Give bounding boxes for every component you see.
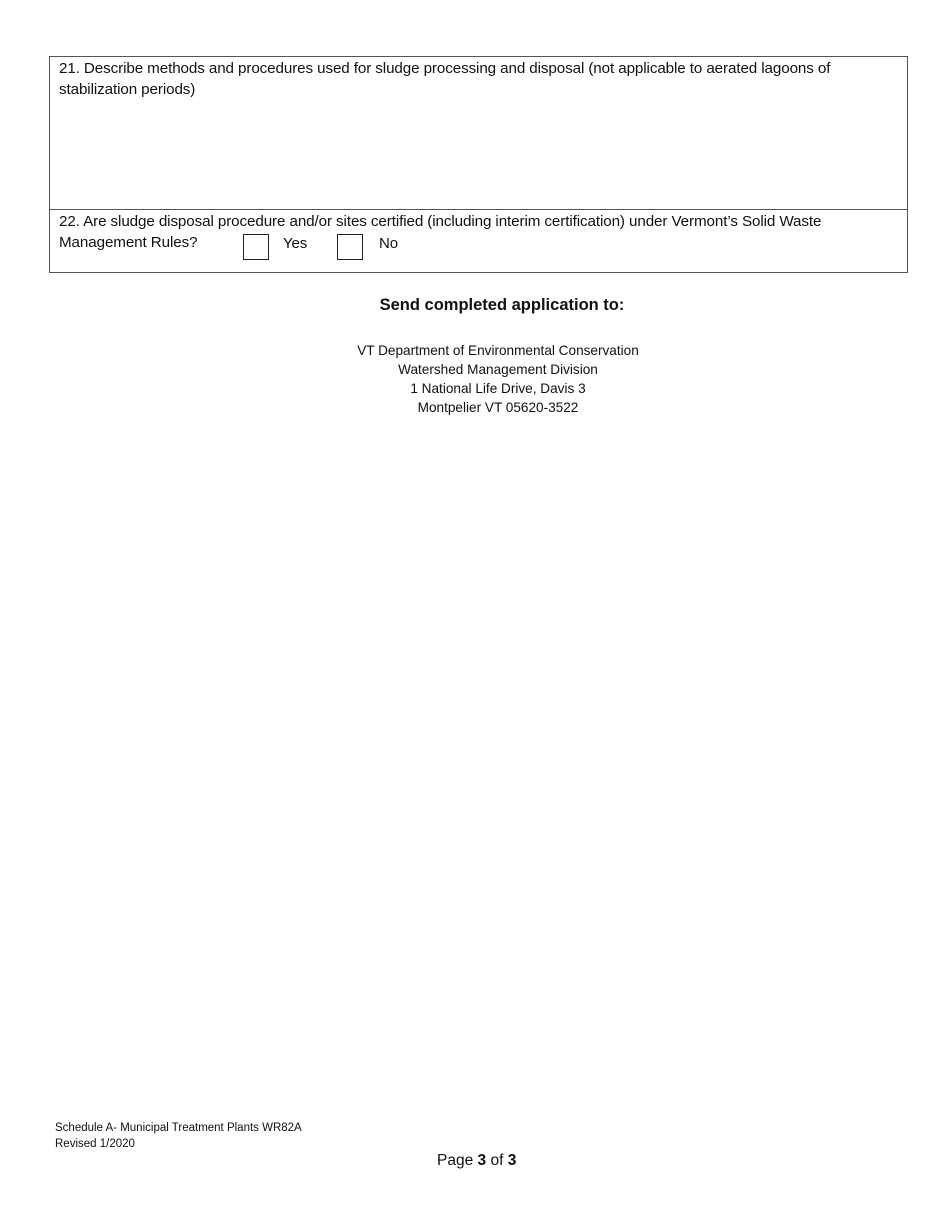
footer-form-name: Schedule A- Municipal Treatment Plants WR82A [55, 1122, 302, 1134]
send-to-heading: Send completed application to: [379, 296, 625, 314]
question-22-cell [50, 210, 907, 272]
application-form-table [49, 56, 908, 273]
page-prefix: Page [437, 1152, 474, 1169]
question-22-answer-line [59, 233, 899, 257]
question-22-text: 22. Are sludge disposal procedure and/or sites certified (including interim certification) under Vermont’s Solid Waste [59, 213, 822, 230]
page-of: of [490, 1152, 504, 1169]
address-line-department: VT Department of Environmental Conservation [357, 343, 639, 358]
address-line-street: 1 National Life Drive, Davis 3 [410, 381, 586, 396]
page-number [437, 1152, 516, 1170]
footer-form-info [55, 1121, 302, 1152]
mailing-address [0, 341, 950, 417]
address-line-division: Watershed Management Division [398, 362, 598, 377]
question-21-cell[interactable] [50, 57, 907, 210]
no-label: No [379, 234, 398, 252]
question-22-text-line2: Management Rules? [59, 233, 198, 251]
page-total: 3 [507, 1152, 517, 1169]
no-checkbox[interactable] [337, 234, 363, 260]
yes-checkbox[interactable] [243, 234, 269, 260]
page-current: 3 [477, 1152, 487, 1169]
footer-revised-date: Revised 1/2020 [55, 1137, 135, 1150]
question-21-text: 21. Describe methods and procedures used for sludge processing and disposal (not applicable to aerated lagoons of stabilization periods) [59, 60, 831, 98]
address-line-city: Montpelier VT 05620-3522 [417, 400, 579, 415]
yes-label: Yes [283, 234, 308, 252]
